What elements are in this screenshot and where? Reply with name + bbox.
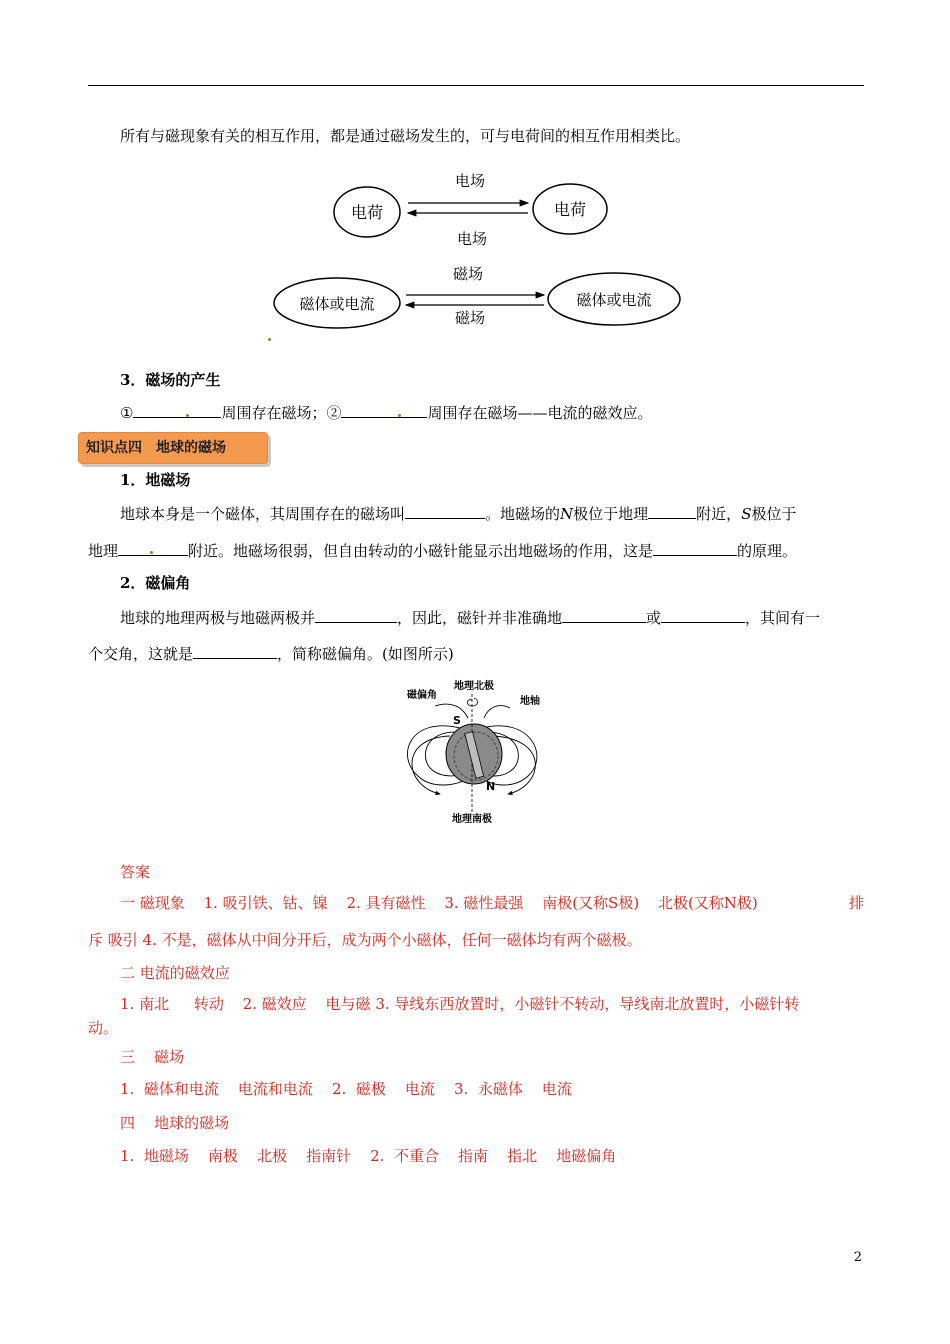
answer-1-line2: 斥 吸引 4. 不是，磁体从中间分开后，成为两个小磁体，任何一磁体均有两个磁极。 — [88, 931, 642, 949]
axis-label: 地轴 — [520, 696, 540, 707]
s1-line2: 地理 附近。地磁场很弱，但自由转动的小磁针能显示出地磁场的作用，这是 的原理。 — [88, 542, 798, 560]
s1-line1: 地球本身是一个磁体，其周围存在的磁场叫 。地磁场的N极位于地理 附近，S极位于 — [120, 505, 797, 523]
answer-2-line1: 1. 南北 转动 2. 磁效应 电与磁 3. 导线东西放置时，小磁针不转动，导线南北放置时，小磁针转 — [120, 995, 800, 1013]
geo-north-label: 地理北极 — [454, 681, 494, 692]
blank-9 — [661, 607, 745, 623]
blank-7 — [315, 607, 397, 623]
charge-left-label: 电荷 — [350, 203, 384, 222]
geo-south-label: 地理南极 — [452, 814, 492, 825]
answer-2-title: 二 电流的磁效应 — [120, 964, 230, 982]
knowledge-point-title: 知识点四 地球的磁场 — [86, 440, 226, 456]
dot-1 — [186, 414, 189, 417]
circle-one: ① — [120, 404, 134, 422]
earth-magnetic-figure — [400, 676, 560, 828]
answer-3-line1: 1. 磁体和电流 电流和电流 2. 磁极 电流 3. 永磁体 电流 — [120, 1080, 572, 1098]
sec3-text2: 周围存在磁场——电流的磁效应。 — [427, 404, 653, 422]
magnetic-s-label: S — [453, 714, 461, 727]
blank-10 — [193, 643, 277, 659]
magnet-diagram — [270, 262, 690, 352]
answer-1-line1: 一 磁现象 1. 吸引铁、钴、镍 2. 具有磁性 3. 磁性最强 南极(又称S极) 北极(又称N极) 排 — [120, 894, 864, 912]
sec3-text1: 周围存在磁场；② — [221, 404, 342, 422]
answers-title: 答案 — [120, 863, 151, 881]
blank-4 — [648, 503, 696, 519]
answer-4-line1: 1. 地磁场 南极 北极 指南针 2. 不重合 指南 指北 地磁偏角 — [120, 1147, 617, 1165]
charge-right-label: 电荷 — [553, 200, 587, 219]
answer-2-line2: 动。 — [88, 1019, 119, 1037]
magnetic-n-label: N — [486, 780, 496, 793]
charge-diagram — [330, 166, 620, 252]
magnet-left-label: 磁体或电流 — [299, 295, 375, 313]
s2-line1: 地球的地理两极与地磁两极并 ，因此，磁针并非准确地 或 ，其间有一 — [120, 609, 821, 627]
blank-2 — [341, 402, 427, 418]
sec3-title: 3．磁场的产生 — [120, 371, 221, 389]
mfield-label-top: 磁场 — [452, 265, 484, 283]
mfield-label-bottom: 磁场 — [454, 309, 486, 327]
stray-dot — [268, 338, 271, 341]
dot-3 — [150, 551, 153, 554]
blank-6 — [653, 540, 737, 556]
s2-title: 2．磁偏角 — [120, 574, 191, 592]
s1-title: 1．地磁场 — [120, 471, 191, 489]
answer-3-title: 三 磁场 — [120, 1048, 185, 1066]
blank-5 — [118, 540, 188, 556]
sec3-line — [120, 402, 652, 423]
intro-paragraph: 所有与磁现象有关的相互作用，都是通过磁场发生的，可与电荷间的相互作用相类比。 — [120, 127, 691, 145]
s2-line2: 个交角，这就是 ，简称磁偏角。(如图所示) — [88, 645, 454, 663]
blank-8 — [562, 607, 646, 623]
page-number: 2 — [853, 1250, 862, 1265]
field-label-top: 电场 — [454, 172, 486, 190]
magnet-right-label: 磁体或电流 — [576, 291, 652, 309]
header-rule — [88, 85, 864, 86]
answer-4-title: 四 地球的磁场 — [120, 1114, 230, 1132]
declination-label: 磁偏角 — [407, 690, 437, 701]
blank-1 — [133, 402, 221, 418]
dot-2 — [398, 414, 401, 417]
blank-3 — [405, 503, 485, 519]
rotation-arrow — [468, 698, 478, 706]
field-label-bottom: 电场 — [456, 230, 488, 248]
